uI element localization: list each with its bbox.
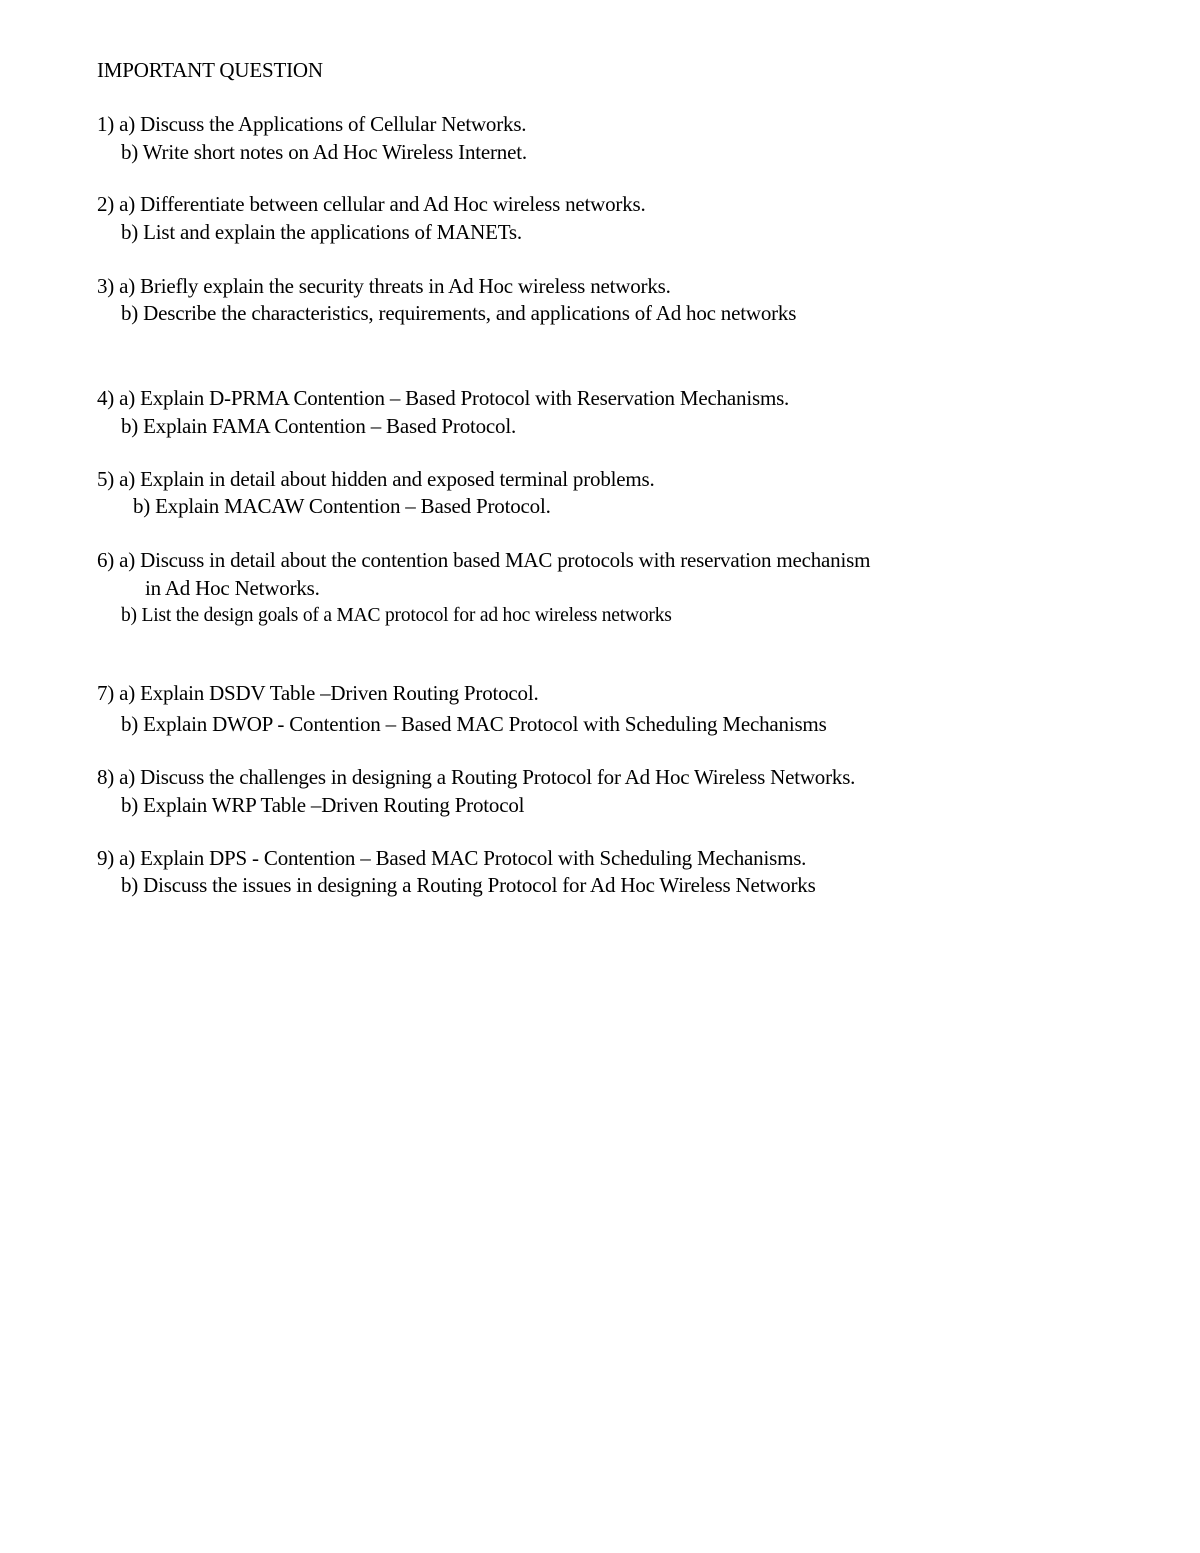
question-8-part-a: 8) a) Discuss the challenges in designing a Routing Protocol for Ad Hoc Wireless Networks. (97, 765, 856, 789)
question-4-part-a: 4) a) Explain D-PRMA Contention – Based Protocol with Reservation Mechanisms. (97, 386, 790, 410)
question-1-part-b: b) Write short notes on Ad Hoc Wireless Internet. (121, 140, 527, 164)
question-3-part-b: b) Describe the characteristics, requirements, and applications of Ad hoc networks (121, 301, 797, 325)
question-5-part-a: 5) a) Explain in detail about hidden and exposed terminal problems. (97, 467, 655, 491)
question-2-part-b: b) List and explain the applications of MANETs. (121, 220, 522, 244)
question-7-part-a: 7) a) Explain DSDV Table –Driven Routing Protocol. (97, 681, 539, 705)
question-9-part-b: b) Discuss the issues in designing a Routing Protocol for Ad Hoc Wireless Networks (121, 873, 816, 897)
question-5-part-b: b) Explain MACAW Contention – Based Protocol. (133, 494, 551, 518)
question-9-part-a: 9) a) Explain DPS - Contention – Based MAC Protocol with Scheduling Mechanisms. (97, 846, 807, 870)
question-6-part-a: 6) a) Discuss in detail about the contention based MAC protocols with reservation mechanism (97, 548, 871, 572)
question-7-part-b: b) Explain DWOP - Contention – Based MAC Protocol with Scheduling Mechanisms (121, 712, 827, 736)
question-4-part-b: b) Explain FAMA Contention – Based Protocol. (121, 414, 517, 438)
question-6-part-a-continuation: in Ad Hoc Networks. (145, 576, 320, 600)
question-1-part-a: 1) a) Discuss the Applications of Cellular Networks. (97, 112, 527, 136)
question-3-part-a: 3) a) Briefly explain the security threats in Ad Hoc wireless networks. (97, 274, 671, 298)
document-title: IMPORTANT QUESTION (97, 58, 323, 82)
question-2-part-a: 2) a) Differentiate between cellular and Ad Hoc wireless networks. (97, 192, 646, 216)
question-6-part-b: b) List the design goals of a MAC protocol for ad hoc wireless networks (121, 605, 672, 626)
question-8-part-b: b) Explain WRP Table –Driven Routing Protocol (121, 793, 525, 817)
